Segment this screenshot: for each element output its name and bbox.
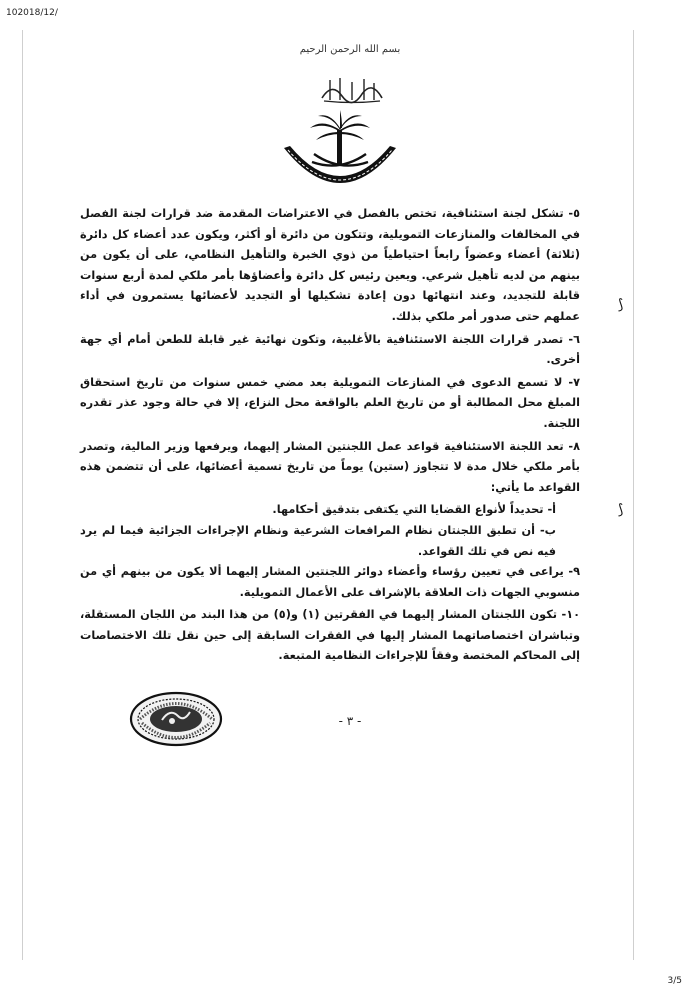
clause-text: تصدر قرارات اللجنة الاستئنافية بالأغلبية، وتكون نهائية غير قابلة للطعن أمام أي جهة أخرى. xyxy=(80,332,580,367)
clause-10 xyxy=(80,605,580,667)
clause-9 xyxy=(80,562,580,603)
clause-number: ٩- xyxy=(568,565,581,579)
clause-7 xyxy=(80,373,580,435)
clause-6 xyxy=(80,330,580,371)
document-reference: 102018/12/ xyxy=(6,8,58,18)
clause-number: ٨- xyxy=(568,439,581,453)
clause-text: تعد اللجنة الاستئنافية قواعد عمل اللجنتين المشار إليهما، ويرفعها وزير المالية، وتصدر بأمر ملكي خلال مدة لا تتجاوز (ستين) يوماً من تاريخ تسمية أعضائها، على أن تتضمن هذه القواعد ما يأتي: xyxy=(80,439,580,494)
official-seal xyxy=(128,690,224,748)
shahada-calligraphy xyxy=(312,74,392,104)
clause-8 xyxy=(80,437,580,499)
clause-text: تكون اللجنتان المشار إليهما في الفقرتين (١) و(٥) من هذا البند من اللجان المستقلة، وتباشران اختصاصاتهما المشار إليها في الفقرات السابقة إلى حين نقل تلك الاختصاصات إلى المحاكم المختصة وفقاً للإجراءات النظامية المتبعة. xyxy=(80,608,580,663)
body-text xyxy=(80,204,580,669)
clause-number: ٥- xyxy=(568,207,580,220)
clause-number: ب- xyxy=(539,523,557,537)
clause-number: ٧- xyxy=(568,375,580,389)
margin-mark: ⟆ xyxy=(618,297,624,313)
clause-text: يراعى في تعيين رؤساء وأعضاء دوائر اللجنتين المشار إليهما ألا يكون من بينهم أي من منسوبي الجهات ذات العلاقة بالإشراف على الأعمال التمويلية. xyxy=(80,565,580,599)
clause-text: تشكل لجنة استئنافية، تختص بالفصل في الاعتراضات المقدمة ضد قرارات لجنة الفصل في المخالفات والمنازعات التمويلية، وتتكون من دائرة أو أكثر، ويكون عدد أعضاء كل دائرة (ثلاثة) أعضاء وعضواً رابعاً احتياطياً من ذوي الخبرة والتأهيل النظامي، على أن يكون من بينهم من لديه تأهيل شرعي. ويعين رئيس كل دائرة وأعضاؤها بأمر ملكي لمدة أربع سنوات قابلة للتجديد، وعند انتهائها دون إعادة تشكيلها أو التجديد لأعضائها يستمرون في أداء عملهم حتى صدور أمر ملكي بذلك. xyxy=(80,207,580,323)
clause-text: أن تطبق اللجنتان نظام المرافعات الشرعية ونظام الإجراءات الجزائية فيما لم يرد فيه نص في تلك القواعد. xyxy=(80,523,556,558)
clause-8-a xyxy=(80,500,556,521)
page-number: - ٣ - xyxy=(338,714,362,728)
page-count: 3/5 xyxy=(667,976,682,986)
clause-text: لا تسمع الدعوى في المنازعات التمويلية بعد مضي خمس سنوات من تاريخ استحقاق المبلغ محل المطالبة أو من تاريخ العلم بالواقعة محل النزاع، إلا في حالة وجود عذر تقدره اللجنة. xyxy=(80,375,580,430)
basmala: بسم الله الرحمن الرحيم xyxy=(299,44,401,55)
clause-number: ١٠- xyxy=(561,608,580,622)
saudi-emblem xyxy=(270,110,410,200)
clause-8-b xyxy=(80,521,556,562)
clause-5 xyxy=(80,204,580,328)
clause-text: تحديداً لأنواع القضايا التي يكتفى بتدقيق أحكامها. xyxy=(272,503,544,517)
clause-number: أ- xyxy=(547,503,556,517)
clause-number: ٦- xyxy=(568,332,580,346)
margin-mark: ⟆ xyxy=(618,502,624,518)
